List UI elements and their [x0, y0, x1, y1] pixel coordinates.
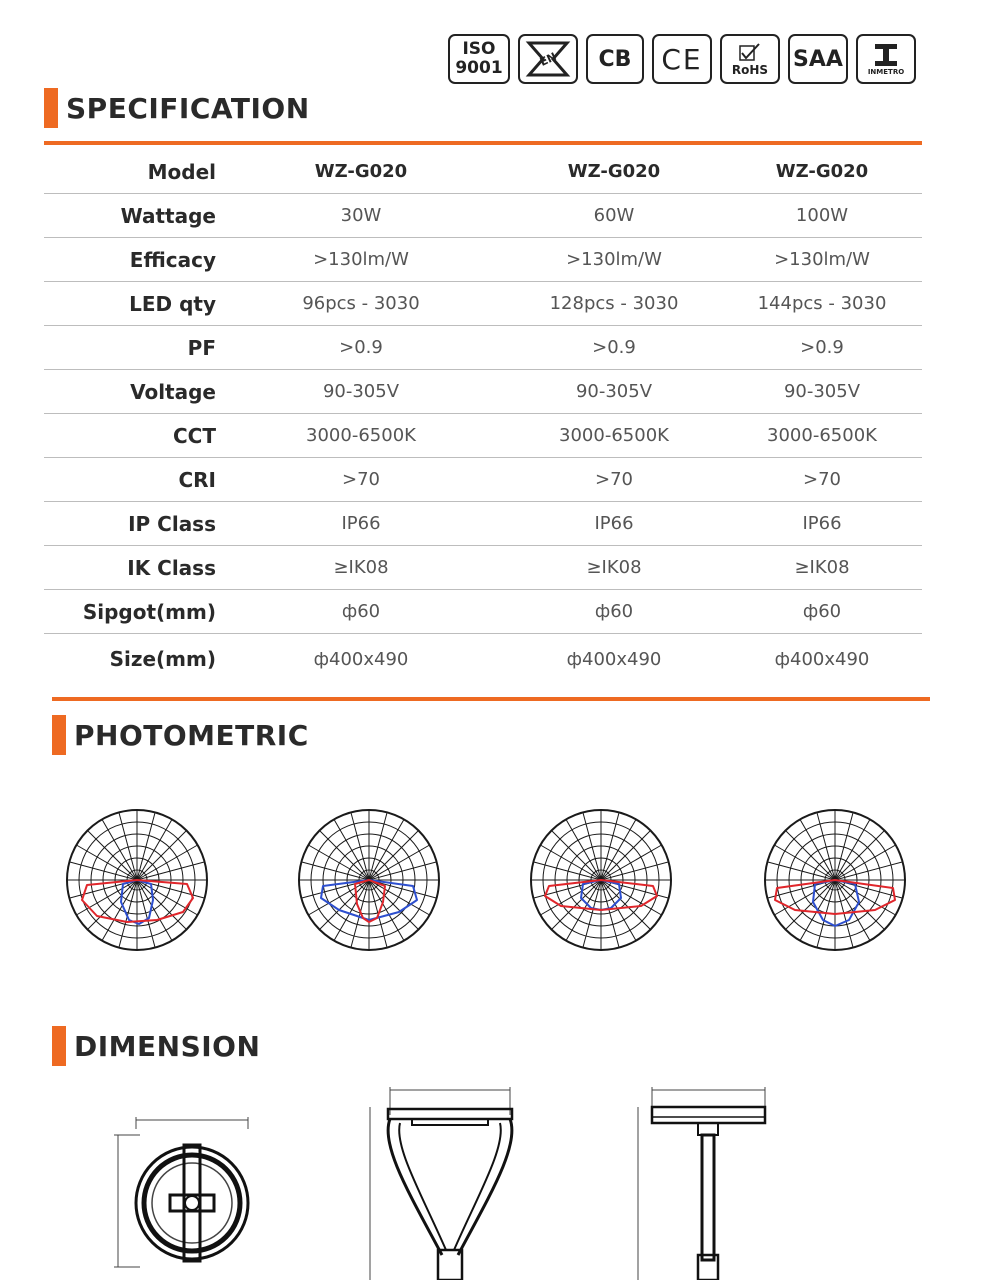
- table-row: [44, 414, 922, 458]
- cell-value: >130lm/W: [216, 238, 506, 282]
- cell-value: 60W: [506, 194, 722, 238]
- table-row: [44, 502, 922, 546]
- cell-value: 90-305V: [216, 370, 506, 414]
- cell-value: ф60: [506, 590, 722, 634]
- cell-value: 96pcs - 3030: [216, 282, 506, 326]
- specification-heading: [44, 88, 310, 128]
- table-row: [44, 546, 922, 590]
- cell-value: 3000-6500K: [216, 414, 506, 458]
- polar-diagram-3: [526, 805, 676, 955]
- row-label: Wattage: [44, 194, 216, 238]
- table-row: [44, 370, 922, 414]
- side-view-drawing: [630, 1085, 780, 1280]
- dimension-heading: [52, 1026, 260, 1066]
- cell-value: >130lm/W: [722, 238, 922, 282]
- cell-value: >0.9: [506, 326, 722, 370]
- rohs-label: RoHS: [731, 62, 769, 77]
- specification-table: [44, 150, 922, 684]
- cell-value: WZ-G020: [506, 150, 722, 194]
- cell-value: WZ-G020: [216, 150, 506, 194]
- specification-top-rule: [44, 141, 922, 145]
- heading-accent-bar: [52, 1026, 66, 1066]
- cell-value: >70: [506, 458, 722, 502]
- table-row: [44, 194, 922, 238]
- cell-value: >70: [216, 458, 506, 502]
- row-label: Sipgot(mm): [44, 590, 216, 634]
- table-row: [44, 150, 922, 194]
- heading-accent-bar: [44, 88, 58, 128]
- check-icon: [737, 42, 763, 64]
- specification-bottom-rule: [52, 697, 930, 701]
- enec-mark-icon: [518, 34, 578, 84]
- polar-diagram-1: [62, 805, 212, 955]
- saa-badge: [788, 34, 848, 84]
- cell-value: ф400x490: [566, 648, 662, 670]
- row-label: Size(mm): [109, 647, 216, 671]
- row-label: PF: [44, 326, 216, 370]
- table-row: [44, 326, 922, 370]
- iso-9001-badge: [448, 34, 510, 84]
- row-label: Voltage: [44, 370, 216, 414]
- top-view-drawing: [110, 1115, 260, 1275]
- cb-label: CB: [598, 46, 632, 72]
- row-label: Efficacy: [44, 238, 216, 282]
- svg-text:EN: EN: [537, 50, 559, 69]
- rohs-badge: [720, 34, 780, 84]
- cell-value: 3000-6500K: [722, 414, 922, 458]
- cell-value: ≥IK08: [506, 546, 722, 590]
- cell-value: 90-305V: [722, 370, 922, 414]
- iso-number: 9001: [455, 58, 503, 78]
- row-label: CCT: [44, 414, 216, 458]
- cell-value: 144pcs - 3030: [722, 282, 922, 326]
- cell-value: 30W: [216, 194, 506, 238]
- cell-value: >70: [722, 458, 922, 502]
- heading-accent-bar: [52, 715, 66, 755]
- ce-badge: [652, 34, 712, 84]
- cell-value: 3000-6500K: [506, 414, 722, 458]
- inmetro-icon: [869, 42, 903, 68]
- table-row: [44, 458, 922, 502]
- cell-value: WZ-G020: [722, 150, 922, 194]
- cell-value: >130lm/W: [506, 238, 722, 282]
- row-label: LED qty: [44, 282, 216, 326]
- cell-value: ф400x490: [774, 648, 870, 670]
- table-row: [44, 282, 922, 326]
- row-label: CRI: [44, 458, 216, 502]
- table-row: [44, 634, 922, 685]
- cell-value: 90-305V: [506, 370, 722, 414]
- cell-value: >0.9: [722, 326, 922, 370]
- cell-value: ф60: [722, 590, 922, 634]
- cell-value: ф400x490: [313, 648, 409, 670]
- cell-value: ≥IK08: [216, 546, 506, 590]
- table-row: [44, 590, 922, 634]
- front-view-drawing: [360, 1085, 530, 1280]
- cell-value: 128pcs - 3030: [506, 282, 722, 326]
- cb-badge: [586, 34, 644, 84]
- inmetro-badge: [856, 34, 916, 84]
- row-label: Model: [44, 150, 216, 194]
- light-distribution-curve-blue: [813, 880, 859, 926]
- polar-diagram-2: [294, 805, 444, 955]
- cell-value: IP66: [506, 502, 722, 546]
- saa-label: SAA: [793, 46, 843, 72]
- row-label: IK Class: [44, 546, 216, 590]
- cell-value: >0.9: [216, 326, 506, 370]
- ce-label: CE: [661, 42, 703, 76]
- specification-title: SPECIFICATION: [66, 91, 310, 125]
- dimension-title: DIMENSION: [74, 1029, 261, 1063]
- photometric-heading: [52, 715, 309, 755]
- cell-value: IP66: [216, 502, 506, 546]
- photometric-title: PHOTOMETRIC: [74, 718, 309, 752]
- cell-value: ≥IK08: [722, 546, 922, 590]
- iso-label: ISO: [462, 39, 496, 59]
- polar-diagram-4: [760, 805, 910, 955]
- certification-badges: [448, 34, 916, 84]
- inmetro-label: INMETRO: [867, 68, 905, 76]
- cell-value: 100W: [722, 194, 922, 238]
- row-label: IP Class: [44, 502, 216, 546]
- cell-value: ф60: [216, 590, 506, 634]
- cell-value: IP66: [722, 502, 922, 546]
- table-row: [44, 238, 922, 282]
